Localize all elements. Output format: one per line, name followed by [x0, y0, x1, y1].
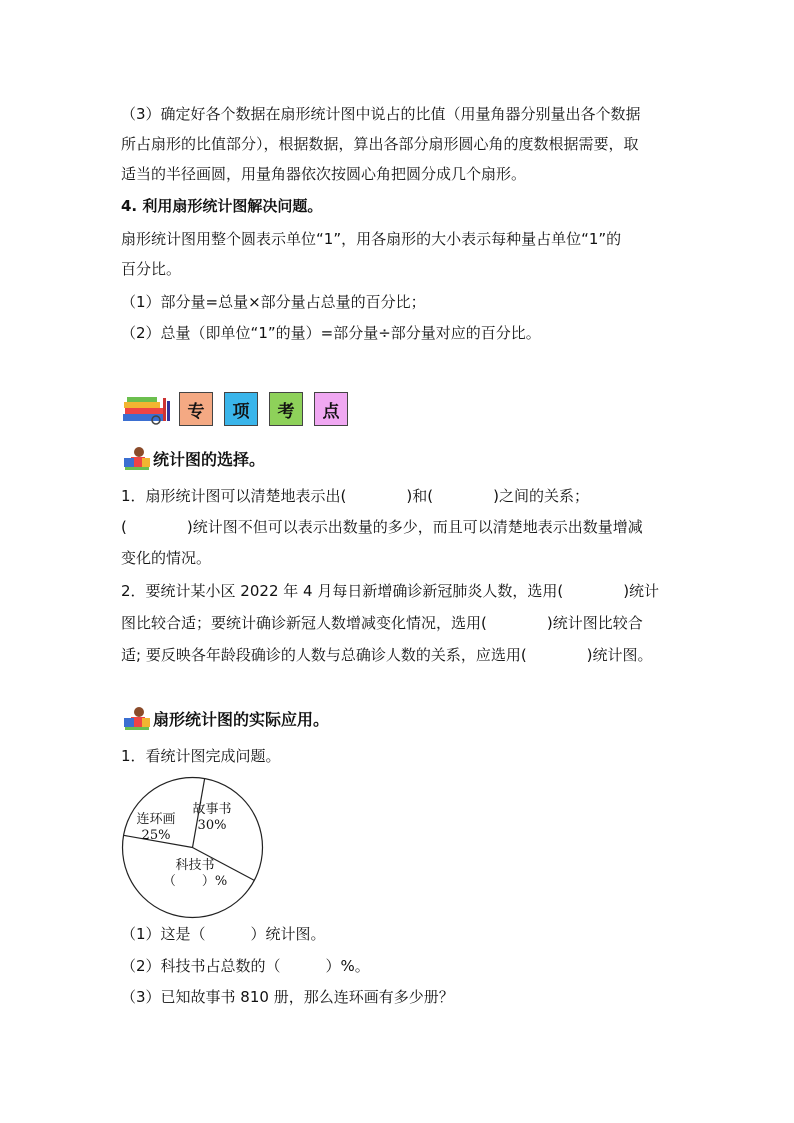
- intro-p4-line1: 扇形统计图用整个圆表示单位“1”，用各扇形的大小表示每种量占单位“1”的: [121, 230, 622, 248]
- reading-child-icon: [121, 446, 151, 472]
- slice-name: 科技书: [175, 858, 215, 873]
- banner-tile-3: 考: [269, 392, 303, 426]
- s1-q2-line2: 图比较合适；要统计确诊新冠人数增减变化情况，选用( )统计图比较合: [121, 614, 643, 632]
- s1-q1-line3: 变化的情况。: [121, 549, 212, 567]
- slice-label-science: [160, 858, 230, 890]
- s1-q1-line2: ( )统计图不但可以表示出数量的多少，而且可以清楚地表示出数量增减: [121, 518, 643, 536]
- intro-p4-line2: 百分比。: [121, 260, 182, 278]
- intro-p3-line2: 所占扇形的比值部分），根据数据，算出各部分扇形圆心角的度数根据需要，取: [121, 135, 639, 153]
- books-icon: [121, 392, 175, 426]
- intro-p3-line3: 适当的半径画圆，用量角器依次按圆心角把圆分成几个扇形。: [121, 165, 527, 183]
- slice-label-story: [182, 802, 242, 834]
- special-topic-banner: [121, 390, 361, 428]
- s2-sub2: （2）科技书占总数的（ ）%。: [121, 957, 370, 975]
- section1-title: 统计图的选择。: [153, 450, 266, 469]
- slice-name: 连环画: [136, 812, 176, 827]
- banner-tile-1: 专: [179, 392, 213, 426]
- s2-sub1: （1）这是（ ）统计图。: [121, 925, 326, 943]
- reading-child-icon: [121, 706, 151, 732]
- slice-name: 故事书: [192, 802, 232, 817]
- heading-4: 4. 利用扇形统计图解决问题。: [121, 197, 323, 215]
- s2-sub3: （3）已知故事书 810 册，那么连环画有多少册？: [121, 988, 454, 1006]
- s1-q1-line1: 1．扇形统计图可以清楚地表示出( )和( )之间的关系；: [121, 487, 589, 505]
- intro-p4-item1: （1）部分量=总量×部分量占总量的百分比；: [121, 293, 426, 311]
- s1-q2-line3: 适; 要反映各年龄段确诊的人数与总确诊人数的关系，应选用( )统计图。: [121, 646, 653, 664]
- intro-p4-item2: （2）总量（即单位“1”的量）=部分量÷部分量对应的百分比。: [121, 324, 541, 342]
- pie-chart: [120, 775, 265, 920]
- slice-label-comic: [126, 812, 186, 844]
- slice-value: 30%: [197, 818, 227, 833]
- s1-q2-line1: 2．要统计某小区 2022 年 4 月每日新增确诊新冠肺炎人数，选用( )统计: [121, 582, 660, 600]
- slice-value: 25%: [141, 828, 171, 843]
- s2-q1: 1．看统计图完成问题。: [121, 747, 281, 765]
- banner-tile-4: 点: [314, 392, 348, 426]
- slice-value: （ ）%: [162, 874, 228, 889]
- intro-p3-line1: （3）确定好各个数据在扇形统计图中说占的比值（用量角器分别量出各个数据: [121, 105, 641, 123]
- section2-title: 扇形统计图的实际应用。: [153, 710, 330, 729]
- banner-tile-2: 项: [224, 392, 258, 426]
